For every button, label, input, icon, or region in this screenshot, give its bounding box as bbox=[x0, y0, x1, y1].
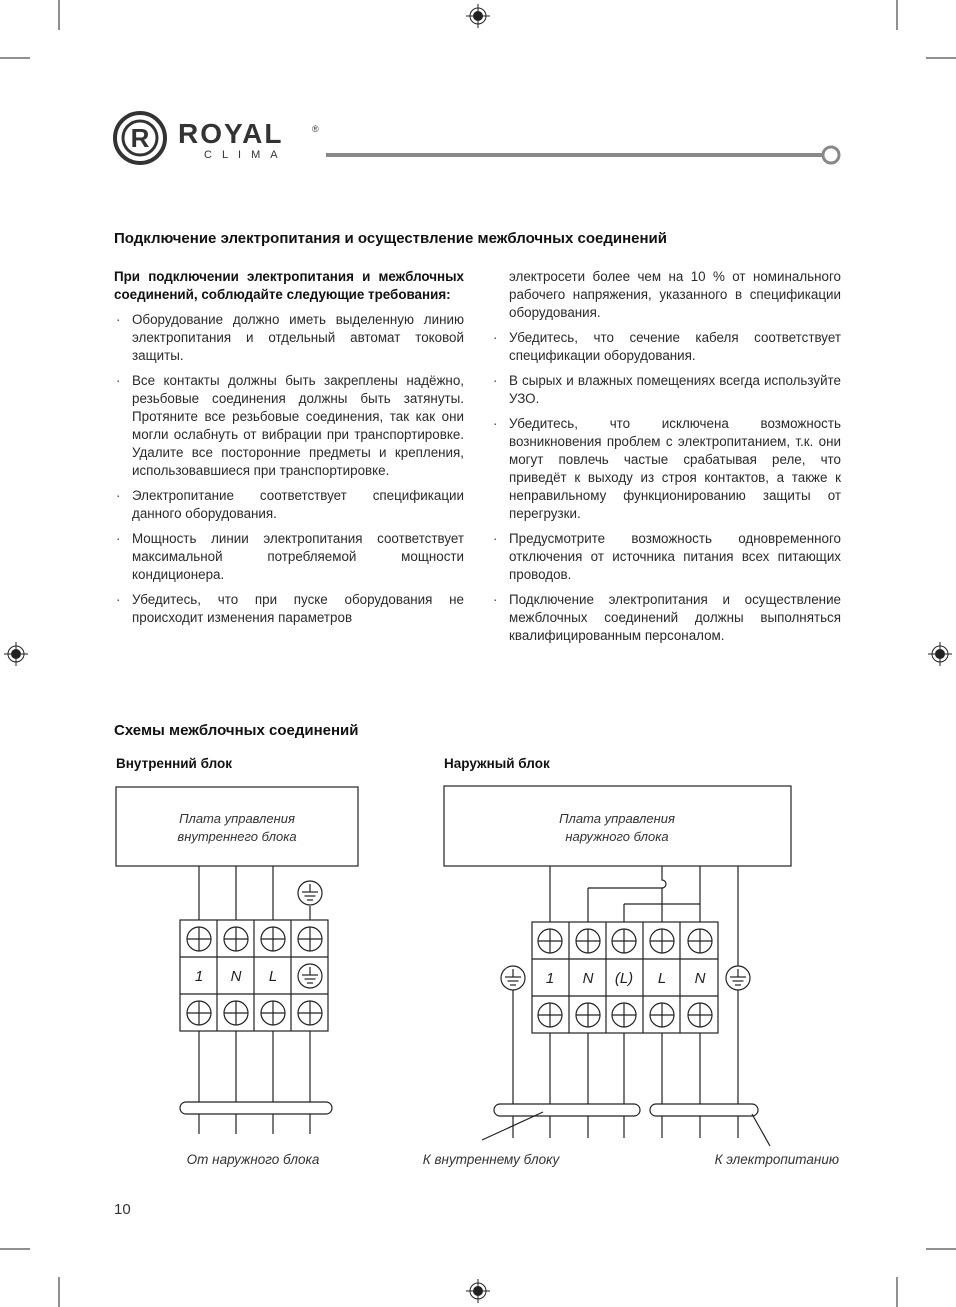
indoor-board-label-line1: Плата управления bbox=[179, 811, 295, 826]
screw-terminal-icon bbox=[538, 1003, 562, 1027]
screw-terminal-icon bbox=[224, 927, 248, 951]
list-item: · Убедитесь, что при пуске оборудования не происходит изменения параметров bbox=[114, 591, 464, 627]
outdoor-caption-to-indoor: К внутреннему блоку bbox=[422, 1152, 560, 1167]
outdoor-caption-to-power: К электропитанию bbox=[714, 1152, 839, 1167]
ground-icon bbox=[501, 966, 525, 990]
outdoor-cable-to-indoor bbox=[494, 1104, 640, 1116]
indoor-board-label-line2: внутреннего блока bbox=[177, 829, 297, 844]
screw-terminal-icon bbox=[298, 927, 322, 951]
ground-icon bbox=[298, 881, 322, 905]
indoor-control-board bbox=[116, 787, 358, 866]
indoor-unit-label: Внутренний блок bbox=[116, 756, 233, 771]
list-item: · Все контакты должны быть закреплены надёжно, резьбовые соединения должны быть затянуты. Протяните все резьбовые соединения, так как они могли ослабнуть от вибрации при транспортировке. Удалите все посторонние предметы и крепления, использовавшиеся при транспортировке. bbox=[114, 372, 464, 480]
list-item: · Мощность линии электропитания соответствует максимальной потребляемой мощности кондиционера. bbox=[114, 530, 464, 584]
list-item: · Убедитесь, что исключена возможность возникновения проблем с электропитанием, т.к. они могут повлечь частые срабатывая реле, что приведёт к выходу из строя контактов, а также к неправильному функционированию защиты от перегрузки. bbox=[491, 415, 841, 523]
brand-registered: ® bbox=[312, 124, 319, 134]
screw-terminal-icon bbox=[612, 1003, 636, 1027]
list-item: · Подключение электропитания и осуществление межблочных соединений должны выполняться квалифицированным персоналом. bbox=[491, 591, 841, 645]
screw-terminal-icon bbox=[650, 1003, 674, 1027]
schemes-title: Схемы межблочных соединений bbox=[114, 722, 359, 739]
screw-terminal-icon bbox=[688, 1003, 712, 1027]
outdoor-board-label-line2: наружного блока bbox=[565, 829, 669, 844]
requirements-lead: При подключении электропитания и межблочных соединений, соблюдайте следующие требования: bbox=[114, 269, 464, 302]
page-number: 10 bbox=[114, 1201, 131, 1218]
outdoor-control-board bbox=[444, 786, 791, 866]
screw-terminal-icon bbox=[538, 929, 562, 953]
outdoor-terminal-label: N bbox=[582, 970, 594, 987]
indoor-cable-sheath bbox=[180, 1102, 332, 1114]
indoor-caption: От наружного блока bbox=[186, 1152, 320, 1167]
indoor-terminal-label: 1 bbox=[194, 968, 204, 985]
outdoor-terminal-label: N bbox=[694, 970, 706, 987]
brand-name: ROYAL bbox=[178, 118, 284, 149]
outdoor-board-label-line1: Плата управления bbox=[559, 811, 675, 826]
screw-terminal-icon bbox=[612, 929, 636, 953]
screw-terminal-icon bbox=[576, 1003, 600, 1027]
list-item: · Предусмотрите возможность одновременного отключения от источника питания всех питающих проводов. bbox=[491, 530, 841, 584]
screw-terminal-icon bbox=[261, 1001, 285, 1025]
list-item-continuation: электросети более чем на 10 % от номинального рабочего напряжения, указанного в спецификации оборудования. bbox=[509, 269, 841, 320]
screw-terminal-icon bbox=[576, 929, 600, 953]
outdoor-cable-to-power bbox=[650, 1104, 758, 1116]
screw-terminal-icon bbox=[688, 929, 712, 953]
screw-terminal-icon bbox=[187, 1001, 211, 1025]
outdoor-terminal-label: 1 bbox=[545, 970, 555, 987]
list-item: · В сырых и влажных помещениях всегда используйте УЗО. bbox=[491, 372, 841, 408]
screw-terminal-icon bbox=[298, 1001, 322, 1025]
indoor-terminal-label: L bbox=[268, 968, 278, 985]
screw-terminal-icon bbox=[261, 927, 285, 951]
list-item: · Оборудование должно иметь выделенную линию электропитания и отдельный автомат токовой защиты. bbox=[114, 311, 464, 365]
list-item: · Убедитесь, что сечение кабеля соответствует спецификации оборудования. bbox=[491, 329, 841, 365]
section-title: Подключение электропитания и осуществление межблочных соединений bbox=[114, 230, 667, 247]
outdoor-terminal-label: L bbox=[657, 970, 667, 987]
ground-icon bbox=[298, 964, 322, 988]
screw-terminal-icon bbox=[187, 927, 211, 951]
outdoor-terminal-label: (L) bbox=[614, 970, 634, 987]
brand-sub: CLIMA bbox=[204, 149, 288, 161]
outdoor-unit-label: Наружный блок bbox=[444, 756, 550, 771]
screw-terminal-icon bbox=[650, 929, 674, 953]
indoor-terminal-label: N bbox=[230, 968, 242, 985]
ground-icon bbox=[726, 966, 750, 990]
screw-terminal-icon bbox=[224, 1001, 248, 1025]
svg-text:R: R bbox=[130, 123, 150, 153]
list-item: · Электропитание соответствует спецификации данного оборудования. bbox=[114, 487, 464, 523]
